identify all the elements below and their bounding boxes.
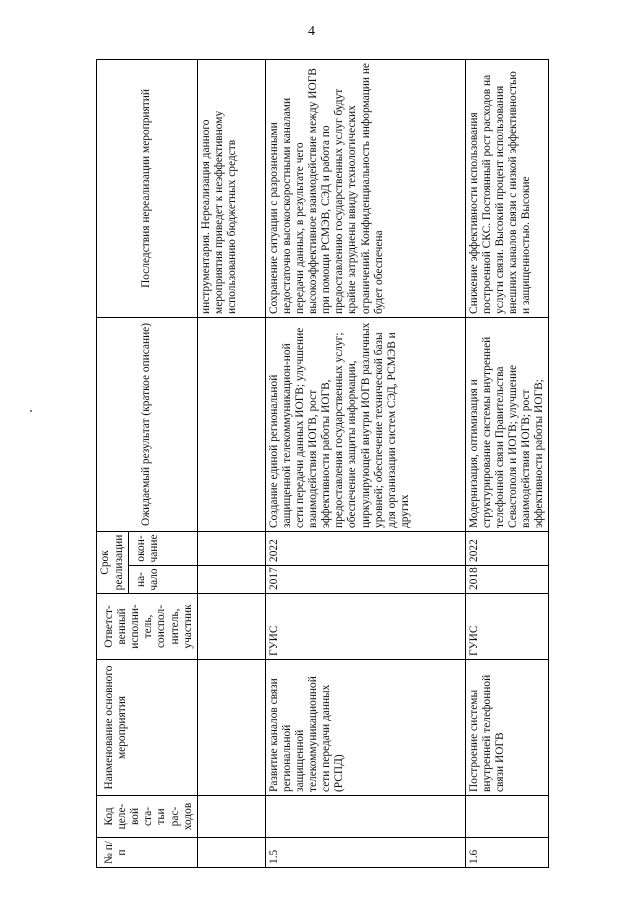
header-term-start: на- чало: [129, 566, 198, 594]
cell-result: Модернизация, оптимизация и структурирование системы внутренней телефонной связи Правительства Севастополя и ИОГВ; улучшение взаимодействия ИОГВ; рост эффективности работы ИОГВ;: [465, 317, 549, 531]
cell-end: 2022: [465, 531, 549, 565]
cell-start: 2018: [465, 566, 549, 594]
cell-consequences: Снижение эффективности использования построенной СКС. Постоянный рост расходов на услуги связи. Высокий процент использования внешних каналов связи с низкой эффективностью и защищенностью. Высокие: [465, 59, 549, 317]
rotated-table-frame: [96, 60, 546, 868]
cell-code: [465, 796, 549, 838]
cell-name: [197, 660, 265, 796]
cell-result: Создание единой региональной защищенной телекоммуникацион-ной сети передачи данных ИОГВ; улучшение взаимодействия ИОГВ, рост эффективности работы ИОГВ, предоставления государственных услуг; обеспечение защиты информации, циркулирующей внутри ИОГВ различных уровней; обеспечение технической базы для организации систем СЭД, РСМЭВ и других: [265, 317, 465, 531]
table-row: [265, 59, 465, 867]
cell-result: [197, 317, 265, 531]
cell-responsible: ГУИС: [465, 594, 549, 660]
table-row: [197, 59, 265, 867]
header-code: Код целе- вой ста- тьи рас- ходов: [97, 796, 198, 838]
rotated-table-area: [96, 60, 546, 868]
measures-table: [96, 59, 549, 868]
cell-code: [197, 796, 265, 838]
page-number: 4: [308, 24, 315, 39]
header-consequences: Последствия нереализации мероприятий: [97, 59, 198, 317]
cell-end: [197, 531, 265, 565]
cell-consequences: инструментария. Нереализация данного мероприятия приведет к неэффективному использованию бюджетных средств: [197, 59, 265, 317]
header-responsible: Ответст- венный исполни- тель, соиспол- нитель, участник: [97, 594, 198, 660]
header-name: Наименование основного мероприятия: [97, 660, 198, 796]
cell-start: 2017: [265, 566, 465, 594]
header-term-end: окон- чание: [129, 531, 198, 565]
cell-name: Построение системы внутренней телефонной связи ИОГВ: [465, 660, 549, 796]
cell-end: 2022: [265, 531, 465, 565]
header-result: Ожидаемый результат (краткое описание): [97, 317, 198, 531]
cell-code: [265, 796, 465, 838]
header-num: № п/п: [97, 838, 198, 868]
scan-speck: [30, 410, 32, 412]
table-row: [465, 59, 549, 867]
cell-name: Развитие каналов связи региональной защищенной телекоммуникационной сети передачи данных (РСПД): [265, 660, 465, 796]
header-term: Срок реализации: [97, 531, 129, 593]
cell-num: 1.5: [265, 838, 465, 868]
cell-start: [197, 566, 265, 594]
cell-num: [197, 838, 265, 868]
cell-responsible: ГУИС: [265, 594, 465, 660]
cell-consequences: Сохранение ситуации с разрозненными недостаточно высокоскоростными каналами передачи данных, в результате чего высокоэффективное взаимодействие между ИОГВ при помощи РСМЭВ, СЭД и работа по предоставлению государственных услуг будут крайне затруднены ввиду технологических ограничений. Конфиденциальность информации не будет обеспечена: [265, 59, 465, 317]
cell-responsible: [197, 594, 265, 660]
cell-num: 1.6: [465, 838, 549, 868]
